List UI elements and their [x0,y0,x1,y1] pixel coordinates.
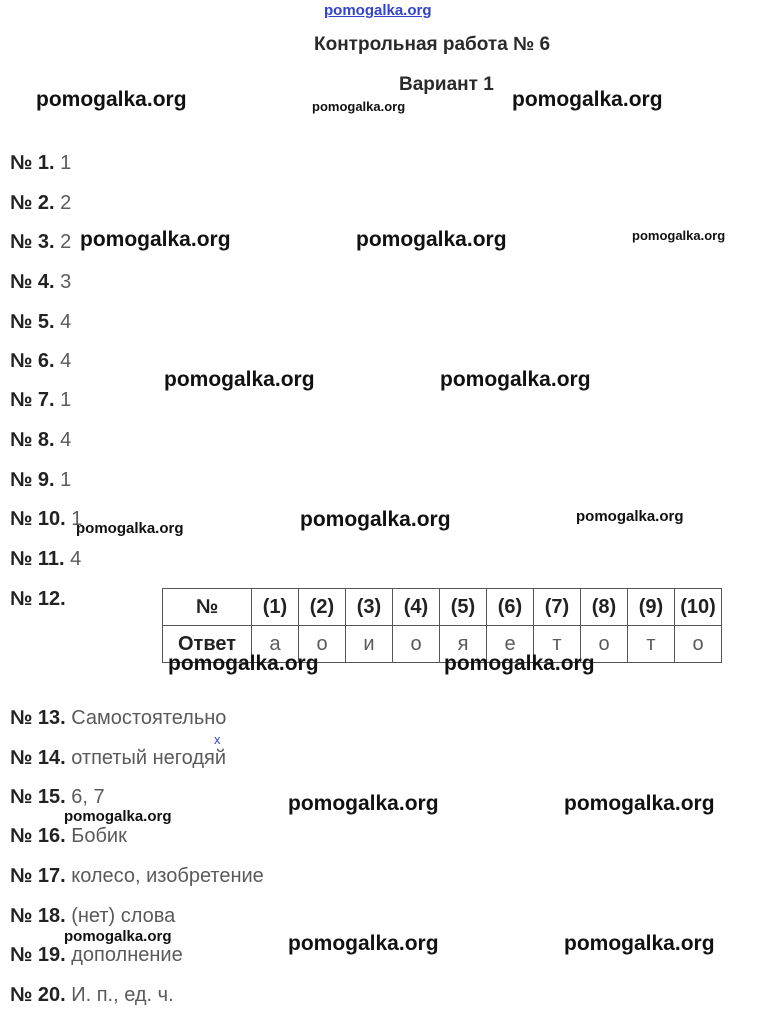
table-col-header: (7) [534,589,581,626]
table-col-header: (5) [440,589,487,626]
variant-title: Вариант 1 [399,74,494,95]
answer-item-11: № 11. 4 [10,548,82,570]
watermark: pomogalka.org [512,88,663,111]
watermark: pomogalka.org [576,508,684,525]
watermark: pomogalka.org [288,932,439,955]
watermark: pomogalka.org [80,228,231,251]
table-cell: т [534,626,581,663]
page-title: Контрольная работа № 6 [314,34,551,55]
answer-item-16: № 16. Бобик [10,825,127,847]
answer-item-13: № 13. Самостоятельно [10,707,227,729]
watermark: pomogalka.org [564,792,715,815]
answer-item-1: № 1. 1 [10,152,72,174]
answer-item-8: № 8. 4 [10,429,72,451]
table-cell: а [252,626,299,663]
table-cell: о [393,626,440,663]
answer-item-15: № 15. 6, 7 [10,786,105,808]
table-col-header: (9) [628,589,675,626]
table-col-header: (3) [346,589,393,626]
table-cell: я [440,626,487,663]
watermark: pomogalka.org [440,368,591,391]
answer-item-2: № 2. 2 [10,192,72,214]
answer-item-4: № 4. 3 [10,271,72,293]
watermark: pomogalka.org [76,520,184,537]
table-cell: о [299,626,346,663]
answer-item-7: № 7. 1 [10,389,72,411]
table-col-header: (10) [675,589,722,626]
watermark: pomogalka.org [632,228,726,243]
table-col-header: (4) [393,589,440,626]
x-mark: x [214,732,221,747]
table-cell: о [675,626,722,663]
watermark-top[interactable]: pomogalka.org [324,2,432,19]
answer-item-20: № 20. И. п., ед. ч. [10,984,174,1006]
watermark: pomogalka.org [168,652,319,675]
answer-table-header-row [163,589,722,626]
answer-item-14: № 14. отпетый негодяй [10,747,226,769]
answer-item-17: № 17. колесо, изобретение [10,865,264,887]
table-col-header: (1) [252,589,299,626]
table-col-header: (2) [299,589,346,626]
answer-item-18: № 18. (нет) слова [10,905,176,927]
watermark: pomogalka.org [564,932,715,955]
watermark: pomogalka.org [312,99,406,114]
table-cell: и [346,626,393,663]
answer-item-6: № 6. 4 [10,350,72,372]
table-col-header: (6) [487,589,534,626]
watermark: pomogalka.org [64,808,172,825]
answer-item-12: № 12. [10,588,66,610]
watermark: pomogalka.org [300,508,451,531]
table-header-label: № [163,589,252,626]
watermark: pomogalka.org [164,368,315,391]
table-col-header: (8) [581,589,628,626]
table-answer-label: Ответ [163,626,252,663]
table-cell: т [628,626,675,663]
answer-item-19: № 19. дополнение [10,944,183,966]
watermark: pomogalka.org [356,228,507,251]
table-cell: е [487,626,534,663]
watermark: pomogalka.org [64,928,172,945]
answer-item-10: № 10. 1 [10,508,83,530]
watermark: pomogalka.org [288,792,439,815]
answer-item-9: № 9. 1 [10,469,72,491]
table-cell: о [581,626,628,663]
watermark: pomogalka.org [36,88,187,111]
answer-item-3: № 3. 2 [10,231,72,253]
watermark: pomogalka.org [444,652,595,675]
answer-item-5: № 5. 4 [10,311,72,333]
